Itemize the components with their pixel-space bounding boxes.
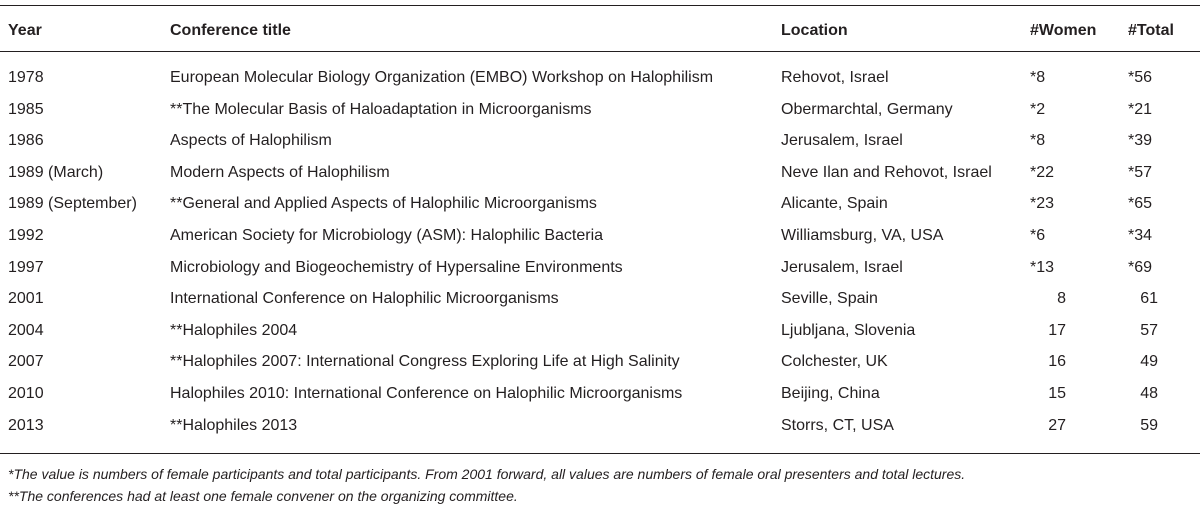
footnote-2: **The conferences had at least one female convener on the organizing committee. (8, 488, 518, 504)
cell-location: Jerusalem, Israel (781, 132, 903, 150)
cell-conference-title: **Halophiles 2013 (170, 416, 298, 434)
cell-women: 27 (1048, 416, 1066, 434)
cell-conference-title: Microbiology and Biogeochemistry of Hypersaline Environments (170, 258, 623, 276)
cell-conference-title: American Society for Microbiology (ASM): Halophilic Bacteria (170, 227, 604, 244)
cell-women: *8 (1030, 69, 1046, 86)
cell-location: Jerusalem, Israel (781, 258, 903, 276)
header-year: Year (8, 22, 42, 39)
cell-women: *23 (1030, 195, 1055, 213)
cell-women: *8 (1030, 132, 1046, 150)
cell-year: 2004 (8, 321, 44, 339)
cell-women: 8 (1057, 290, 1066, 308)
table-row (0, 289, 1200, 320)
cell-year: 1989 (March) (8, 163, 104, 181)
header-total: #Total (1128, 22, 1174, 39)
cell-total: *21 (1128, 100, 1153, 118)
cell-total: 49 (1140, 353, 1158, 371)
cell-location: Beijing, China (781, 385, 880, 402)
table-header-rule (0, 51, 1200, 52)
cell-women: *2 (1030, 100, 1046, 118)
header-women: #Women (1030, 22, 1097, 39)
table-row (0, 384, 1200, 415)
table-row (0, 194, 1200, 225)
table-row (0, 163, 1200, 194)
cell-conference-title: International Conference on Halophilic Microorganisms (170, 290, 559, 308)
header-location: Location (781, 22, 848, 39)
cell-total: 48 (1140, 385, 1158, 402)
cell-year: 2001 (8, 290, 44, 308)
cell-total: 57 (1140, 321, 1158, 339)
cell-year: 1985 (8, 100, 44, 118)
cell-conference-title: **The Molecular Basis of Haloadaptation in Microorganisms (170, 100, 592, 118)
cell-conference-title: **Halophiles 2007: International Congress Exploring Life at High Salinity (170, 353, 680, 371)
cell-year: 1978 (8, 69, 44, 86)
table-row (0, 416, 1200, 447)
cell-location: Storrs, CT, USA (781, 416, 894, 434)
cell-location: Rehovot, Israel (781, 69, 889, 86)
table-header-row (0, 21, 1200, 52)
cell-location: Colchester, UK (781, 353, 888, 371)
cell-location: Neve Ilan and Rehovot, Israel (781, 163, 992, 181)
footnote-1: *The value is numbers of female participants and total participants. From 2001 forward, all values are numbers of female oral presenters and total lectures. (8, 466, 966, 482)
table-row (0, 68, 1200, 99)
cell-year: 1986 (8, 132, 44, 150)
cell-total: 61 (1140, 290, 1158, 308)
table-row (0, 100, 1200, 131)
table-row (0, 226, 1200, 257)
cell-women: 16 (1048, 353, 1066, 371)
cell-year: 1997 (8, 258, 44, 276)
cell-conference-title: **General and Applied Aspects of Halophilic Microorganisms (170, 195, 597, 213)
cell-women: *13 (1030, 258, 1055, 276)
cell-total: *65 (1128, 195, 1153, 213)
cell-women: 15 (1048, 385, 1066, 402)
cell-location: Alicante, Spain (781, 195, 888, 213)
cell-women: 17 (1048, 321, 1066, 339)
table-row (0, 321, 1200, 352)
table-bottom-rule (0, 453, 1200, 454)
cell-location: Williamsburg, VA, USA (781, 227, 944, 244)
cell-conference-title: European Molecular Biology Organization (EMBO) Workshop on Halophilism (170, 69, 714, 86)
cell-total: 59 (1140, 416, 1158, 434)
cell-total: *39 (1128, 132, 1153, 150)
cell-conference-title: Modern Aspects of Halophilism (170, 163, 390, 181)
cell-year: 1989 (September) (8, 195, 137, 213)
cell-conference-title: Aspects of Halophilism (170, 132, 332, 150)
table-row (0, 352, 1200, 383)
cell-total: *34 (1128, 227, 1153, 244)
table-row (0, 131, 1200, 162)
cell-women: *6 (1030, 227, 1046, 244)
cell-total: *56 (1128, 69, 1153, 86)
table-row (0, 258, 1200, 289)
cell-total: *69 (1128, 258, 1153, 276)
cell-conference-title: Halophiles 2010: International Conference on Halophilic Microorganisms (170, 385, 683, 402)
cell-year: 2007 (8, 353, 44, 371)
table-top-rule (0, 5, 1200, 6)
cell-location: Ljubljana, Slovenia (781, 321, 916, 339)
cell-location: Obermarchtal, Germany (781, 100, 953, 118)
cell-year: 1992 (8, 227, 44, 244)
header-conference-title: Conference title (170, 22, 291, 39)
cell-women: *22 (1030, 163, 1055, 181)
cell-conference-title: **Halophiles 2004 (170, 321, 298, 339)
cell-year: 2010 (8, 385, 44, 402)
cell-total: *57 (1128, 163, 1153, 181)
cell-year: 2013 (8, 416, 44, 434)
cell-location: Seville, Spain (781, 290, 878, 308)
